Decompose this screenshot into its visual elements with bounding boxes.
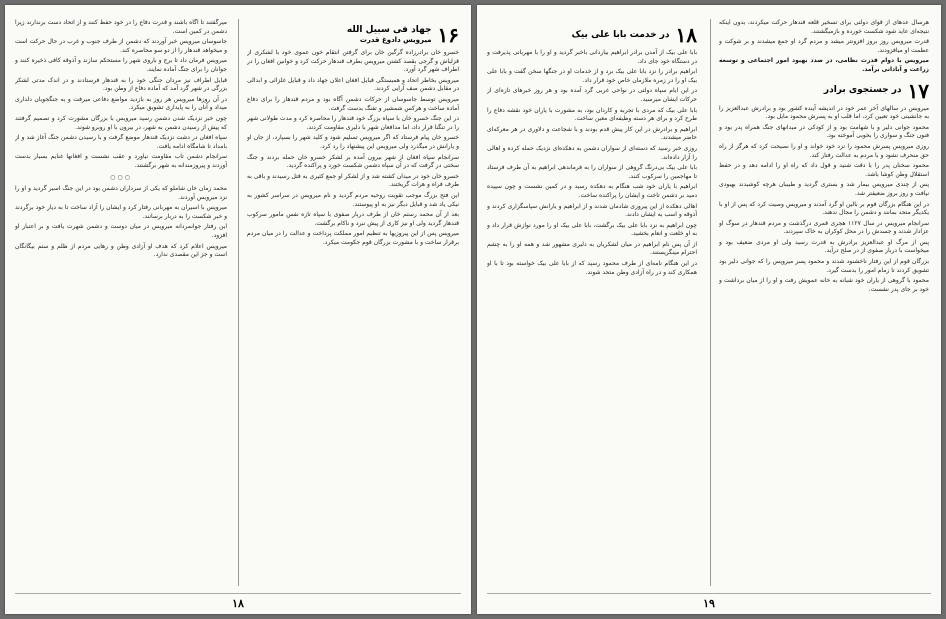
paragraph: ابراهیم با یاران خود شب هنگام به دهکده رسید و در کمین نشست و چون سپیده دمید بر دشمن تاخت و ایشان را پراکنده ساخت. [487, 183, 697, 199]
paragraph: بابا علی بیک از آمدن برادر ابراهیم بیاردانی باخبر گردید و او را با مهربانی پذیرفت و در دستگاه خود جای داد. [487, 49, 697, 65]
paragraph: بابا علی بیک بی‌درنگ گروهی از سواران را به فرماندهی ابراهیم به آن طرف فرستاد تا مهاجمین را سرکوب کنند. [487, 164, 697, 180]
right-page-column-right [719, 19, 929, 590]
paragraph: محمود سخنان پدر را با دقت شنید و قول داد که راه او را ادامه دهد و در حفظ استقلال وطن کوشا باشد. [719, 162, 929, 178]
paragraph: قدرت میرویس روز بروز افزونتر میشد و مردم گرد او جمع میشدند و بر شوکت و عظمت او میافزودند. [719, 38, 929, 54]
paragraph: سرانجام دشمن تاب مقاومت نیاورد و عقب نشست و افغانها غنایم بسیار بدست آوردند و پیروزمندانه به شهر برگشتند. [15, 153, 227, 169]
chapter-title: در جستجوی برادر [823, 85, 902, 96]
paragraph: میرویس فرمان داد تا برج و باروی شهر را مستحکم سازند و آذوقه کافی ذخیره کنند و جوانان را برای جنگ آماده نمایند. [15, 57, 227, 73]
paragraph: در این هنگام نامه‌ای از طرف محمود رسید که از بابا علی بیک خواسته بود تا با او همکاری کند و در راه آزادی وطن متحد شوند. [487, 260, 697, 276]
chapter-number: ۱۸ [675, 23, 697, 47]
paragraph: چون ابراهیم به نزد بابا علی بیک برگشت، بابا علی بیک او را مورد نوازش قرار داد و به او خلعت و انعام بخشید. [487, 221, 697, 238]
paragraph: اهالی دهکده از این پیروزی شادمان شدند و از ابراهیم و یارانش سپاسگزاری کردند و آذوقه و اسب به ایشان دادند. [487, 202, 697, 219]
paragraph: میرویس در سالهای آخر عمر خود در اندیشه آینده کشور بود و برادرش عبدالعزیز را به جانشینی خود تعیین کرد، اما قلب او به پسرش محمود مایل بود. [719, 104, 929, 121]
book-page-left [5, 5, 471, 614]
column-divider [710, 19, 711, 586]
paragraph: محمود جوانی دلیر و با شهامت بود و از کودکی در میدانهای جنگ همراه پدر بود و فنون جنگ و سواری را بخوبی آموخته بود. [719, 123, 929, 140]
paragraph: جاسوسان میرویس خبر آوردند که دشمن از طرف جنوب و غرب در حال حرکت است و میخواهد قندهار را از دو سو محاصره کند. [15, 38, 227, 54]
paragraph: میرگفتند تا آگاه باشند و قدرت دفاع را در خود حفظ کنند و از اتحاد دست برندارند زیرا دشمن در کمین است. [15, 19, 227, 35]
footer-rule [487, 593, 931, 594]
chapter-title: جهاد فی سبیل الله [346, 25, 432, 35]
paragraph: میرویس پس از این پیروزیها به تنظیم امور مملکت پرداخت و عدالت را در میان مردم برقرار ساخت و با مشورت بزرگان قوم حکومت میکرد. [247, 230, 459, 246]
chapter-number: ۱۷ [907, 78, 929, 103]
paragraph: ابراهیم برادر را نزد بابا علی بیک برد و از خدمات او در جنگها سخن گفت و بابا علی بیک او را در زمره ملازمان خاص خود قرار داد. [487, 68, 697, 84]
paragraph: بعد از آن محمد رستم خان از طرف دربار صفوی با سپاه تازه نفس مامور سرکوب قندهار گردید ولی او نیز کاری از پیش نبرد و ناکام برگشت. [247, 211, 459, 227]
paragraph: از آن پس نام ابراهیم در میان لشکریان به دلیری مشهور شد و همه او را به چشم احترام مینگریستند. [487, 240, 697, 257]
section-separator: ○○○ [110, 173, 132, 181]
paragraph: بزرگان قوم از این رفتار ناخشنود شدند و محمود پسر میرویس را که جوانی دلیر بود تشویق کردند تا زمام امور را بدست گیرد. [719, 258, 929, 274]
paragraph: سرانجام میرویس در سال ۱۱۲۷ هجری قمری درگذشت و مردم قندهار در سوگ او عزادار شدند و جسدش را در محل کوکران به خاک سپردند. [719, 219, 929, 236]
paragraph: میرویس با اسیران به مهربانی رفتار کرد و ایشان را آزاد ساخت تا به دیار خود برگردند و خبر شکست را به دربار برسانند. [15, 204, 227, 220]
paragraph: میرویس توسط جاسوسان از حرکات دشمن آگاه بود و مردم قندهار را برای دفاع آماده ساخت و هرکس شمشیر و تفنگ بدست گرفت. [247, 95, 459, 112]
paragraph: قبایل اطراف نیز مردان جنگی خود را به قندهار فرستادند و در اندک مدتی لشکر بزرگی در شهر گرد آمد که آماده دفاع از وطن بود. [15, 76, 227, 93]
paragraph: خسرو خان برادرزاده گرگین خان برای گرفتن انتقام خون عموی خود با لشکری از قزلباش و گرجی بقصد کشتن میرویس بطرف قندهار حرکت کرد و خوانین افغان را در اطراف شهر گرد آورد. [247, 49, 459, 74]
page-number: ۱۸ [232, 597, 244, 610]
paragraph: این فتح بزرگ موجب تقویت روحیه مردم گردید و نام میرویس در سراسر کشور به نیکی یاد شد و قبایل دیگر نیز به او پیوستند. [247, 191, 459, 208]
chapter-heading [247, 25, 459, 45]
paragraph: در این ایام سپاه دولتی در نواحی غربی گرد آمده بود و هر روز خبرهای تازه‌ای از حرکات ایشان میرسید. [487, 87, 697, 103]
paragraph: میرویس بخاطر اتحاد و همبستگی قبایل افغان اعلان جهاد داد و قبایل غلزائی و ابدالی در مقابل دشمن صف آرایی کردند. [247, 76, 459, 93]
chapter-title: در خدمت بابا علی بیک [571, 29, 670, 40]
page-number: ۱۹ [703, 597, 715, 610]
paragraph: این رفتار جوانمردانه میرویس در میان دوست و دشمن شهرت یافت و بر اعتبار او افزود. [15, 223, 227, 240]
paragraph: در آن روزها میرویس هر روز به بازدید مواضع دفاعی میرفت و به جنگجویان دلداری میداد و آنان را به پایداری تشویق میکرد. [15, 95, 227, 112]
paragraph: بابا علی بیک که مردی با تجربه و کاردان بود، به مشورت با یاران خود نقشه دفاع را طرح کرد و برای هر دسته وظیفه‌ای معین ساخت. [487, 106, 697, 123]
paragraph: خسرو خان پیام فرستاد که اگر میرویس تسلیم شود و کلید شهر را بسپارد، از جان او و یارانش در میگذرد ولی میرویس این پیشنهاد را رد کرد. [247, 134, 459, 150]
left-page-column-right [247, 19, 459, 590]
paragraph: محمود با گروهی از یاران خود شبانه به خانه عمویش رفت و او را از میان برداشت و خود بر جای پدر نشست. [719, 277, 929, 293]
chapter-subtitle: میرویس دادوغ قدرت [359, 36, 432, 44]
paragraph: روزی میرویس پسرش محمود را نزد خود خواند و او را نصیحت کرد که هرگز از راه حق منحرف نشود و با مردم به عدالت رفتار کند. [719, 142, 929, 159]
left-page-column-left [15, 19, 227, 590]
paragraph: چون خبر نزدیک شدن دشمن رسید میرویس با بزرگان مشورت کرد و تصمیم گرفتند که پیش از رسیدن دشمن به شهر، در بیرون با او روبرو شوند. [15, 114, 227, 131]
note-paragraph: میرویس با دوام قدرت نظامی، در صدد بهبود امور اجتماعی و توسعه زراعت و آبادانی برآمد. [719, 57, 929, 73]
chapter-heading [487, 25, 697, 45]
paragraph: محمد زمان خان شاملو که یکی از سرداران دشمن بود در این جنگ اسیر گردید و او را نزد میرویس آوردند. [15, 185, 227, 201]
column-divider [238, 19, 239, 586]
paragraph: پس از مرگ او عبدالعزیز برادرش به قدرت رسید ولی او مردی ضعیف بود و میخواست با دربار صفوی از در صلح درآید. [719, 238, 929, 255]
chapter-heading [719, 78, 929, 103]
paragraph: سرانجام سپاه افغان از شهر بیرون آمده بر لشکر خسرو خان حمله بردند و جنگ سختی در گرفت که در آن سپاه دشمن شکست خورد و پراکنده گردید. [247, 153, 459, 170]
book-page-right [477, 5, 941, 614]
chapter-number: ۱۶ [437, 23, 459, 47]
paragraph: خسرو خان خود در میدان کشته شد و از لشکر او جمع کثیری به قتل رسیدند و باقی به طرف فراه و هرات گریختند. [247, 172, 459, 189]
paragraph: ابراهیم و برادرش در این کار پیش قدم بودند و با شجاعت و دلاوری در هر معرکه‌ای حاضر میشدند. [487, 125, 697, 142]
paragraph: میرویس اعلام کرد که هدف او آزادی وطن و رهایی مردم از ظلم و ستم بیگانگان است و جز این مقصدی ندارد. [15, 242, 227, 259]
paragraph: سپاه افغان در دشت نزدیک قندهار موضع گرفت و با رسیدن دشمن جنگ آغاز شد و از بامداد تا شامگاه ادامه یافت. [15, 134, 227, 150]
footer-rule [15, 593, 461, 594]
paragraph: در این هنگام بزرگان قوم بر بالین او گرد آمدند و میرویس وصیت کرد که پس از او با یکدیگر متحد بمانند و دشمن را مجال ندهند. [719, 200, 929, 217]
right-page-column-left [487, 19, 697, 590]
paragraph: هرسال عدهای از قوای دولتی برای تسخیر قلعه قندهار حرکت میکردند، بدون اینکه نتیجه‌ای عاید شود شکست خورده و بازمیگشتند. [719, 19, 929, 35]
paragraph: روزی خبر رسید که دسته‌ای از سواران دشمن به دهکده‌ای نزدیک حمله کرده و اهالی را آزار داده‌اند. [487, 144, 697, 161]
paragraph: در این جنگ خسرو خان با سپاه بزرگ خود قندهار را محاصره کرد و مدت طولانی شهر را در تنگنا قرار داد، اما مدافعان شهر با دلیری مقاومت کردند. [247, 115, 459, 131]
paragraph: پس از چندی میرویس بیمار شد و بستری گردید و طبیبان هرچه کوشیدند بهبودی نیافت و روز بروز ضعیفتر شد. [719, 181, 929, 197]
